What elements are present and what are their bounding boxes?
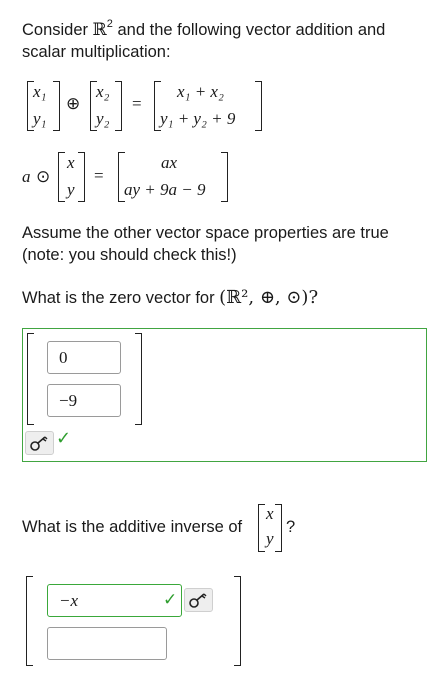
vec2-bottom: y₂ — [96, 109, 110, 128]
checkmark-icon: ✓ — [56, 428, 72, 449]
sum-bottom: y₁ + y₂ + 9 — [160, 109, 236, 128]
intro-line1: Consider ℝ$^2$ and the following vector addition and — [22, 18, 386, 40]
vec1-bottom: y₁ — [33, 109, 47, 128]
scalar-result-bottom: ay + 9a − 9 — [124, 180, 206, 199]
zero-vector-bottom-input[interactable]: −9 — [47, 384, 121, 417]
intro-line2: scalar multiplication: — [22, 43, 171, 61]
odot-symbol: ⊙ — [36, 167, 51, 186]
inverse-vector — [255, 504, 295, 552]
oplus-symbol: ⊕ — [66, 94, 81, 113]
vec2-top: x₂ — [96, 82, 110, 101]
scalar-a: a — [22, 167, 31, 186]
scalar-vec-bottom: y — [67, 180, 75, 199]
key-icon — [185, 589, 212, 611]
scalar-vec-top: x — [67, 153, 75, 172]
equals-symbol: = — [132, 94, 142, 113]
addition-definition — [22, 79, 442, 135]
key-button[interactable] — [184, 588, 213, 612]
key-icon — [26, 432, 53, 454]
sum-top: x₁ + x₂ — [177, 82, 224, 101]
question-zero-vector: What is the zero vector for (ℝ², ⊕, ⊙)? — [22, 287, 319, 308]
inverse-answer-area — [22, 574, 252, 670]
assume-line1: Assume the other vector space properties are true — [22, 224, 389, 242]
checkmark-icon: ✓ — [163, 590, 178, 610]
key-button[interactable] — [25, 431, 54, 455]
question-additive-inverse: What is the additive inverse of — [22, 518, 243, 536]
zero-vector-answer-panel — [22, 328, 427, 462]
scalar-definition — [22, 150, 442, 206]
vec1-top: x₁ — [33, 82, 47, 101]
inverse-vec-top: x — [266, 504, 274, 523]
assume-line2: (note: you should check this!) — [22, 246, 237, 264]
zero-vector-top-input[interactable]: 0 — [47, 341, 121, 374]
equals-symbol: = — [94, 166, 104, 185]
scalar-result-top: ax — [161, 153, 178, 172]
inverse-vec-bottom: y — [266, 529, 274, 548]
inverse-bottom-input[interactable] — [47, 627, 167, 660]
tuple-notation: (ℝ², ⊕, ⊙)? — [219, 287, 319, 308]
question-mark: ? — [286, 518, 296, 536]
inverse-top-input[interactable]: −x ✓ — [47, 584, 182, 617]
